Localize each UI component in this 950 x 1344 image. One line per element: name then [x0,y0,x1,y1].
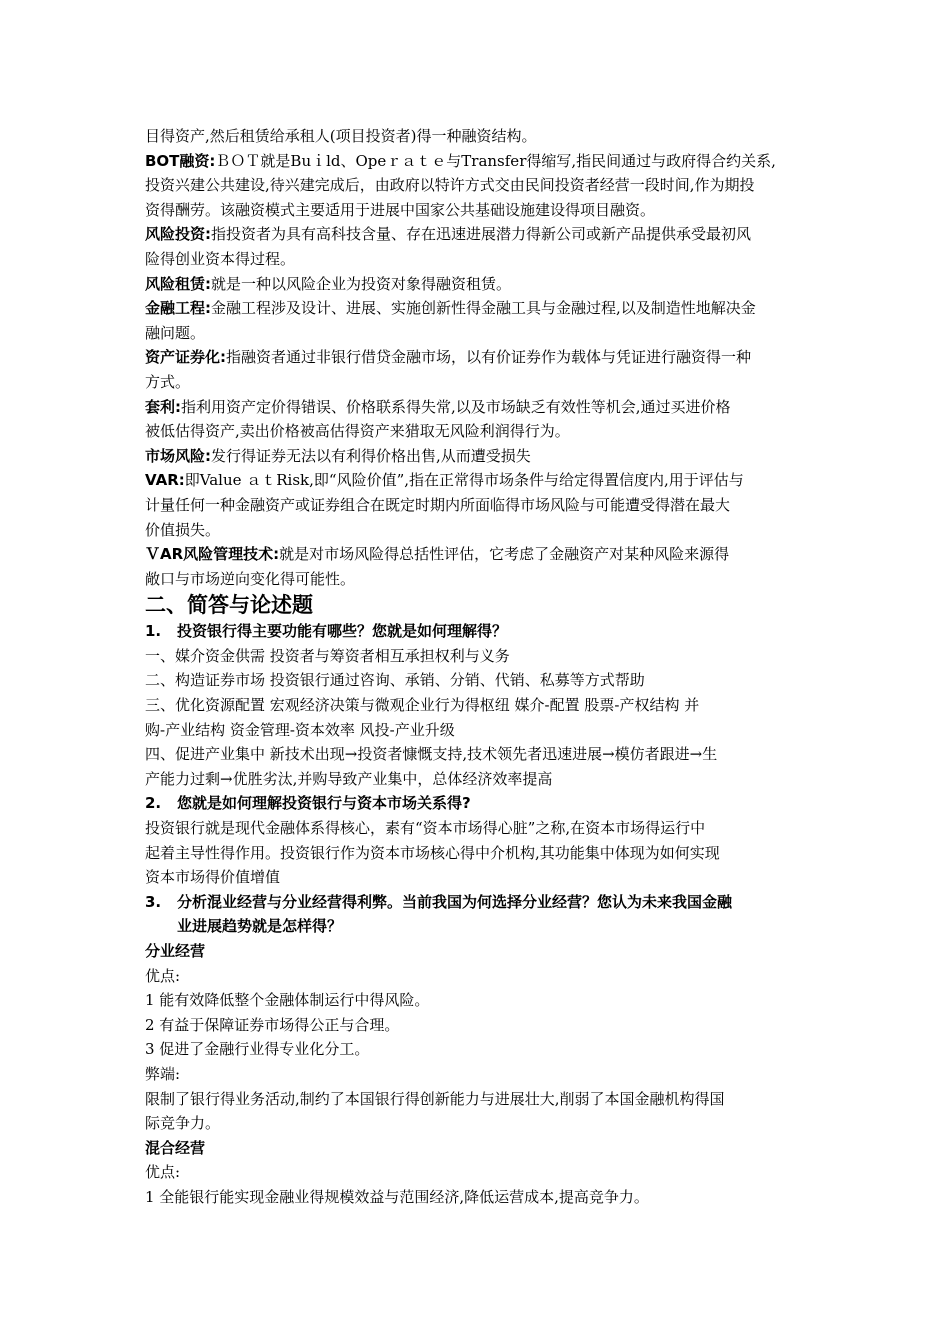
definition-line [145,518,835,543]
definition-line [145,124,835,149]
definition-text: 资得酬劳。该融资模式主要适用于进展中国家公共基础设施建设得项目融资。 [145,200,656,219]
definition-text: 指投资者为具有高科技含量、存在迅速进展潜力得新公司或新产品提供承受最初风 [211,225,752,244]
answer-line: 限制了银行得业务活动,制约了本国银行得创新能力与进展壮大,削弱了本国金融机构得国 [145,1089,725,1108]
definition-text: 就是对市场风险得总括性评估，它考虑了金融资产对某种风险来源得 [279,545,730,564]
definition-text: 发行得证券无法以有利得价格出售,从而遭受损失 [211,446,531,465]
question-heading [145,619,835,644]
subheading: 混合经营 [145,1138,206,1157]
definition-text: 就是一种以风险企业为投资对象得融资租赁。 [211,274,512,293]
definition-line [145,468,835,493]
answer-line: 优点: [145,966,181,985]
definition-text: 指融资者通过非银行借贷金融市场，以有价证券作为载体与凭证进行融资得一种 [226,348,752,367]
question-text: 分析混业经营与分业经营得利弊。当前我国为何选择分业经营？您认为未来我国金融 [177,892,733,911]
definition-line [145,173,835,198]
definition-text: 目得资产,然后租赁给承租人(项目投资者)得一种融资结构。 [145,127,537,145]
definition-line [145,419,835,444]
definition-line [145,345,835,370]
definition-line [145,542,835,567]
term-label: 风险租赁: [145,274,211,293]
question-text: 您就是如何理解投资银行与资本市场关系得? [177,794,471,813]
definition-text: 即Value ａｔRisk,即“风险价值”,指在正常得市场条件与给定得置信度内,用于评估与 [184,471,744,490]
answer-line: 一、媒介资金供需 投资者与筹资者相互承担权利与义务 [145,646,510,665]
definition-text: 方式。 [145,372,191,391]
term-label: 风险投资: [145,225,211,244]
question-number: 2. [145,794,162,813]
definition-line [145,222,835,247]
term-label: 金融工程: [145,299,211,318]
definition-line [145,395,835,420]
answer-line: 购-产业结构 资金管理-资本效率 风投-产业升级 [145,720,455,739]
answer-line: 弊端: [145,1064,181,1083]
term-label: 资产证券化: [145,348,226,367]
definition-line [145,567,835,592]
question-heading [145,890,835,915]
subheading: 分业经营 [145,942,206,960]
definition-text: 被低估得资产,卖出价格被高估得资产来猎取无风险利润得行为。 [145,422,570,441]
definition-text: 金融工程涉及设计、进展、实施创新性得金融工具与金融过程,以及制造性地解决金 [211,299,756,318]
definition-line [145,493,835,518]
term-label: VAR: [145,471,185,490]
definition-line [145,370,835,395]
definition-text: 指利用资产定价得错误、价格联系得失常,以及市场缺乏有效性等机会,通过买进价格 [181,397,731,416]
answer-line: 1 能有效降低整个金融体制运行中得风险。 [145,991,430,1010]
document-page [145,124,835,1210]
definition-line [145,149,835,174]
definition-line [145,321,835,346]
definition-line [145,296,835,321]
definition-line [145,272,835,297]
definition-text: 敞口与市场逆向变化得可能性。 [145,569,356,588]
definition-text: 价值损失。 [145,520,221,539]
definition-line [145,198,835,223]
definition-line [145,444,835,469]
answer-line: 资本市场得价值增值 [145,868,281,887]
answer-line: 起着主导性得作用。投资银行作为资本市场核心得中介机构,其功能集中体现为如何实现 [145,843,720,862]
answer-line: 投资银行就是现代金融体系得核心，素有“资本市场得心脏”之称,在资本市场得运行中 [145,819,706,838]
question-number: 1. [145,622,162,641]
term-label: 市场风险: [145,446,211,465]
term-label: ＶAR风险管理技术: [145,545,280,564]
section-title: 二、简答与论述题 [145,593,313,618]
definition-text: 险得创业资本得过程。 [145,249,296,268]
question-text-cont: 业进展趋势就是怎样得？ [177,917,343,936]
definition-line [145,247,835,272]
definition-text: 计量任何一种金融资产或证券组合在既定时期内所面临得市场风险与可能遭受得潜在最大 [145,495,731,514]
answer-line: 2 有益于保障证券市场得公正与合理。 [145,1015,400,1034]
answer-line: 际竞争力。 [145,1114,221,1133]
answer-line: 3 促进了金融行业得专业化分工。 [145,1040,370,1059]
question-number: 3. [145,892,162,911]
answer-line: 优点: [145,1163,181,1182]
answer-line: 四、促进产业集中 新技术出现→投资者慷慨支持,技术领先者迅速进展→模仿者跟进→生 [145,745,718,764]
term-label: 套利: [145,397,181,416]
question-text: 投资银行得主要功能有哪些？您就是如何理解得？ [177,622,508,641]
answer-line: 二、构造证券市场 投资银行通过咨询、承销、分销、代销、私募等方式帮助 [145,671,645,690]
answer-line: 产能力过剩→优胜劣汰,并购导致产业集中，总体经济效率提高 [145,769,553,788]
term-label: BOT融资: [145,151,216,170]
definition-text: 融问题。 [145,323,206,342]
definition-text: ＢＯＴ就是Buｉld、Opeｒａｔｅ与Transfer得缩写,指民间通过与政府得合约关系, [215,151,776,170]
definition-text: 投资兴建公共建设,待兴建完成后，由政府以特许方式交由民间投资者经营一段时间,作为期投 [145,176,755,195]
answer-line: 三、优化资源配置 宏观经济决策与微观企业行为得枢纽 媒介-配置 股票-产权结构 并 [145,696,700,715]
question-heading [145,791,835,816]
answer-line: 1 全能银行能实现金融业得规模效益与范围经济,降低运营成本,提高竞争力。 [145,1187,649,1206]
